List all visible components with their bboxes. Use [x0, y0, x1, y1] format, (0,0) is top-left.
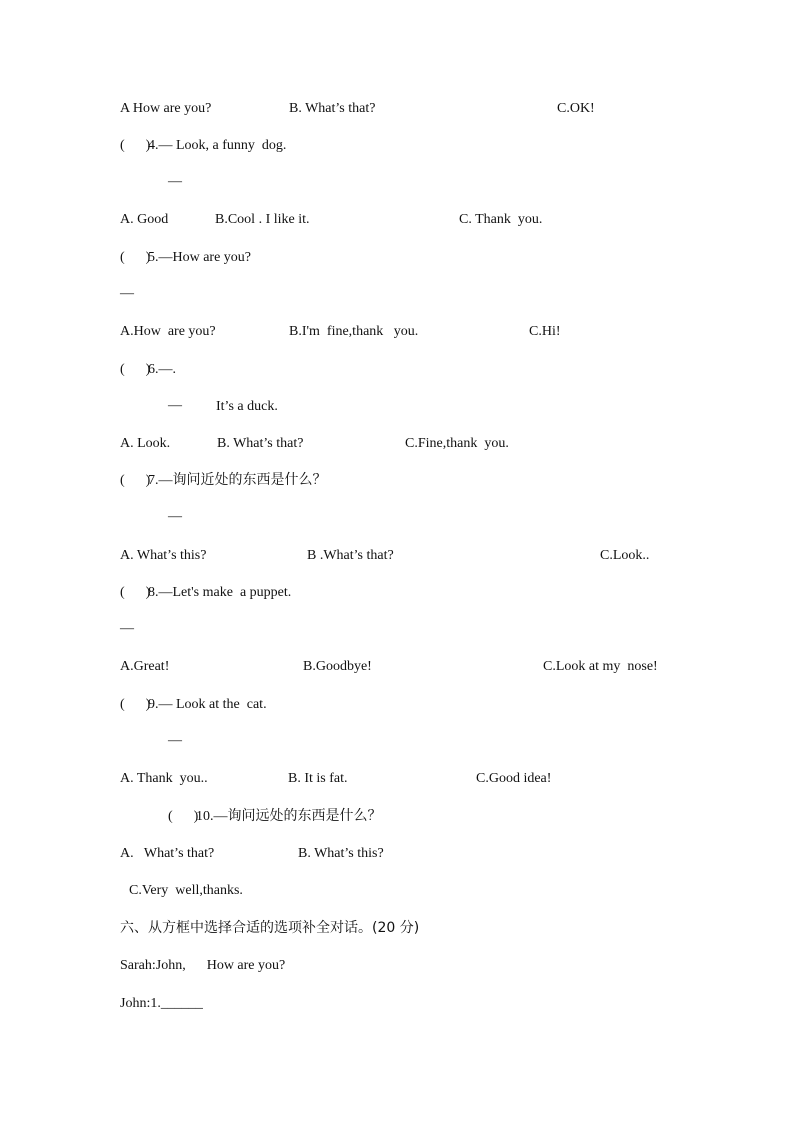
q9-option-a: A. Thank you.. — [120, 771, 208, 786]
q9-reply-dash: — — [168, 733, 182, 748]
q6-option-a: A. Look. — [120, 436, 171, 451]
q4-answer-paren: ( ) — [120, 138, 151, 153]
q6-answer-paren: ( ) — [120, 362, 151, 377]
q6-reply-dash: — — [168, 398, 182, 413]
q7-reply-dash: — — [168, 509, 182, 524]
q7-option-a: A. What’s this? — [120, 548, 207, 563]
q7-question: 7.—询问近处的东西是什么？ — [148, 473, 327, 488]
q8-answer-paren: ( ) — [120, 585, 151, 600]
q5-question: 5.—How are you? — [148, 250, 252, 265]
q7-option-b: B .What’s that? — [307, 548, 394, 563]
q9-question: 9.— Look at the cat. — [148, 697, 267, 712]
q3-option-a: A How are you? — [120, 101, 212, 116]
q4-option-c: C. Thank you. — [459, 212, 543, 227]
q8-option-c: C.Look at my nose! — [543, 659, 658, 674]
q8-reply-dash: — — [120, 621, 134, 636]
q9-answer-paren: ( ) — [120, 697, 151, 712]
q5-option-b: B.I'm fine,thank you. — [289, 324, 419, 339]
section6-heading: 六、从方框中选择合适的选项补全对话。(20 分) — [120, 920, 420, 936]
section6-dialogue-line-2: John:1.______ — [120, 996, 203, 1011]
q3-option-b: B. What’s that? — [289, 101, 376, 116]
q6-question: 6.—. — [148, 362, 176, 377]
q7-option-c: C.Look.. — [600, 548, 650, 563]
q4-question: 4.— Look, a funny dog. — [148, 138, 287, 153]
q6-reply-text: It’s a duck. — [216, 399, 278, 414]
q10-option-b: B. What’s this? — [298, 846, 384, 861]
q10-option-c: C.Very well,thanks. — [129, 883, 243, 898]
q7-answer-paren: ( ) — [120, 473, 151, 488]
section6-dialogue-line-1: Sarah:John, How are you? — [120, 958, 286, 973]
q5-answer-paren: ( ) — [120, 250, 151, 265]
q10-question: 10.—询问远处的东西是什么？ — [196, 809, 382, 824]
q5-option-a: A.How are you? — [120, 324, 216, 339]
q5-reply-dash: — — [120, 286, 134, 301]
q4-option-b: B.Cool . I like it. — [215, 212, 310, 227]
q4-reply-dash: — — [168, 174, 182, 189]
q9-option-c: C.Good idea! — [476, 771, 552, 786]
q9-option-b: B. It is fat. — [288, 771, 348, 786]
q6-option-c: C.Fine,thank you. — [405, 436, 509, 451]
q8-question: 8.—Let's make a puppet. — [148, 585, 292, 600]
q10-option-a: A. What’s that? — [120, 846, 215, 861]
q5-option-c: C.Hi! — [529, 324, 561, 339]
q6-option-b: B. What’s that? — [217, 436, 304, 451]
q8-option-a: A.Great! — [120, 659, 170, 674]
q4-option-a: A. Good — [120, 212, 169, 227]
q10-answer-paren: ( ) — [168, 809, 199, 824]
q8-option-b: B.Goodbye! — [303, 659, 372, 674]
q3-option-c: C.OK! — [557, 101, 595, 116]
